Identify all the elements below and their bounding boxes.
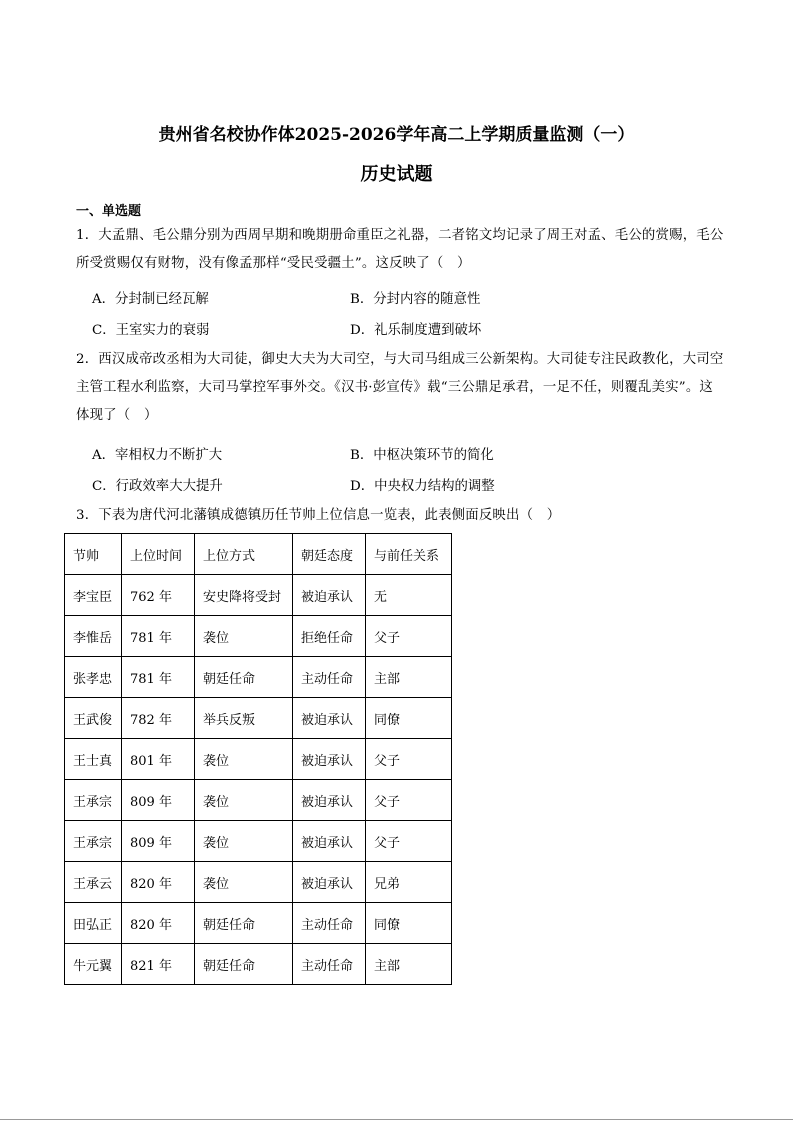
table-cell: 安史降将受封 <box>195 575 293 616</box>
table-header-cell: 上位时间 <box>122 534 195 575</box>
table-cell: 被迫承认 <box>293 698 366 739</box>
table-header-row <box>65 534 452 575</box>
table-row <box>65 862 452 903</box>
table-cell: 袭位 <box>195 821 293 862</box>
exam-title: 贵州省名校协作体2025-2026学年高二上学期质量监测（一） <box>158 125 635 145</box>
table-cell: 809 年 <box>122 821 195 862</box>
table-row <box>65 821 452 862</box>
table-cell: 朝廷任命 <box>195 657 293 698</box>
question-1-option-a: A．分封制已经瓦解 <box>92 292 209 307</box>
table-cell: 809 年 <box>122 780 195 821</box>
table-cell: 同僚 <box>366 698 452 739</box>
table-row <box>65 944 452 985</box>
table-cell: 主动任命 <box>293 903 366 944</box>
question-1-option-d: D．礼乐制度遭到破坏 <box>350 323 482 338</box>
table-cell: 王承宗 <box>65 780 122 821</box>
governor-table <box>64 533 452 985</box>
table-cell: 被迫承认 <box>293 862 366 903</box>
table-cell: 被迫承认 <box>293 575 366 616</box>
table-cell: 主部 <box>366 944 452 985</box>
table-cell: 王士真 <box>65 739 122 780</box>
table-cell: 王承宗 <box>65 821 122 862</box>
table-cell: 同僚 <box>366 903 452 944</box>
exam-subtitle: 历史试题 <box>360 164 433 185</box>
question-2-option-a: A．宰相权力不断扩大 <box>92 448 223 463</box>
table-header-cell: 朝廷态度 <box>293 534 366 575</box>
section-heading: 一、单选题 <box>76 204 142 219</box>
table-cell: 父子 <box>366 739 452 780</box>
table-header-cell: 与前任关系 <box>366 534 452 575</box>
question-1-option-c: C．王室实力的衰弱 <box>92 323 210 338</box>
page-bottom-divider <box>0 1119 793 1120</box>
table-cell: 父子 <box>366 616 452 657</box>
table-header-cell: 节帅 <box>65 534 122 575</box>
table-cell: 父子 <box>366 780 452 821</box>
table-cell: 主动任命 <box>293 944 366 985</box>
table-cell: 主部 <box>366 657 452 698</box>
table-cell: 牛元翼 <box>65 944 122 985</box>
question-2-stem: 2．西汉成帝改丞相为大司徒，御史大夫为大司空，与大司马组成三公新架构。大司徒专注民政教化，大司空主管工程水利监察，大司马掌控军事外交。《汉书·彭宣传》载“三公鼎足承君，一足不任，则覆乱美实”。这体现了（ ） <box>76 352 724 423</box>
table-cell: 张孝忠 <box>65 657 122 698</box>
table-cell: 袭位 <box>195 862 293 903</box>
table-cell: 李惟岳 <box>65 616 122 657</box>
table-row <box>65 616 452 657</box>
table-cell: 兄弟 <box>366 862 452 903</box>
table-cell: 801 年 <box>122 739 195 780</box>
table-cell: 820 年 <box>122 862 195 903</box>
table-row <box>65 657 452 698</box>
table-cell: 821 年 <box>122 944 195 985</box>
table-cell: 朝廷任命 <box>195 903 293 944</box>
table-cell: 举兵反叛 <box>195 698 293 739</box>
table-cell: 王武俊 <box>65 698 122 739</box>
table-cell: 袭位 <box>195 616 293 657</box>
table-header-cell: 上位方式 <box>195 534 293 575</box>
table-cell: 王承云 <box>65 862 122 903</box>
table-row <box>65 903 452 944</box>
table-cell: 朝廷任命 <box>195 944 293 985</box>
table-cell: 被迫承认 <box>293 821 366 862</box>
question-1-stem: 1．大孟鼎、毛公鼎分别为西周早期和晚期册命重臣之礼器，二者铭文均记录了周王对孟、毛公的赏赐，毛公所受赏赐仅有财物，没有像孟那样“受民受疆土”。这反映了（ ） <box>76 228 724 271</box>
question-2-option-c: C．行政效率大大提升 <box>92 479 223 494</box>
table-cell: 无 <box>366 575 452 616</box>
table-cell: 762 年 <box>122 575 195 616</box>
table-cell: 拒绝任命 <box>293 616 366 657</box>
table-cell: 820 年 <box>122 903 195 944</box>
table-cell: 被迫承认 <box>293 780 366 821</box>
table-cell: 782 年 <box>122 698 195 739</box>
table-cell: 781 年 <box>122 657 195 698</box>
question-3-stem: 3．下表为唐代河北藩镇成德镇历任节帅上位信息一览表，此表侧面反映出（ ） <box>76 508 561 523</box>
table-cell: 父子 <box>366 821 452 862</box>
table-row <box>65 780 452 821</box>
table-cell: 袭位 <box>195 739 293 780</box>
table-cell: 781 年 <box>122 616 195 657</box>
table-cell: 田弘正 <box>65 903 122 944</box>
table-cell: 被迫承认 <box>293 739 366 780</box>
table-cell: 袭位 <box>195 780 293 821</box>
table-row <box>65 739 452 780</box>
question-2-option-d: D．中央权力结构的调整 <box>350 479 495 494</box>
question-1-option-b: B．分封内容的随意性 <box>350 292 481 307</box>
table-cell: 主动任命 <box>293 657 366 698</box>
table-cell: 李宝臣 <box>65 575 122 616</box>
table-row <box>65 698 452 739</box>
table-row <box>65 575 452 616</box>
question-2-option-b: B．中枢决策环节的简化 <box>350 448 494 463</box>
